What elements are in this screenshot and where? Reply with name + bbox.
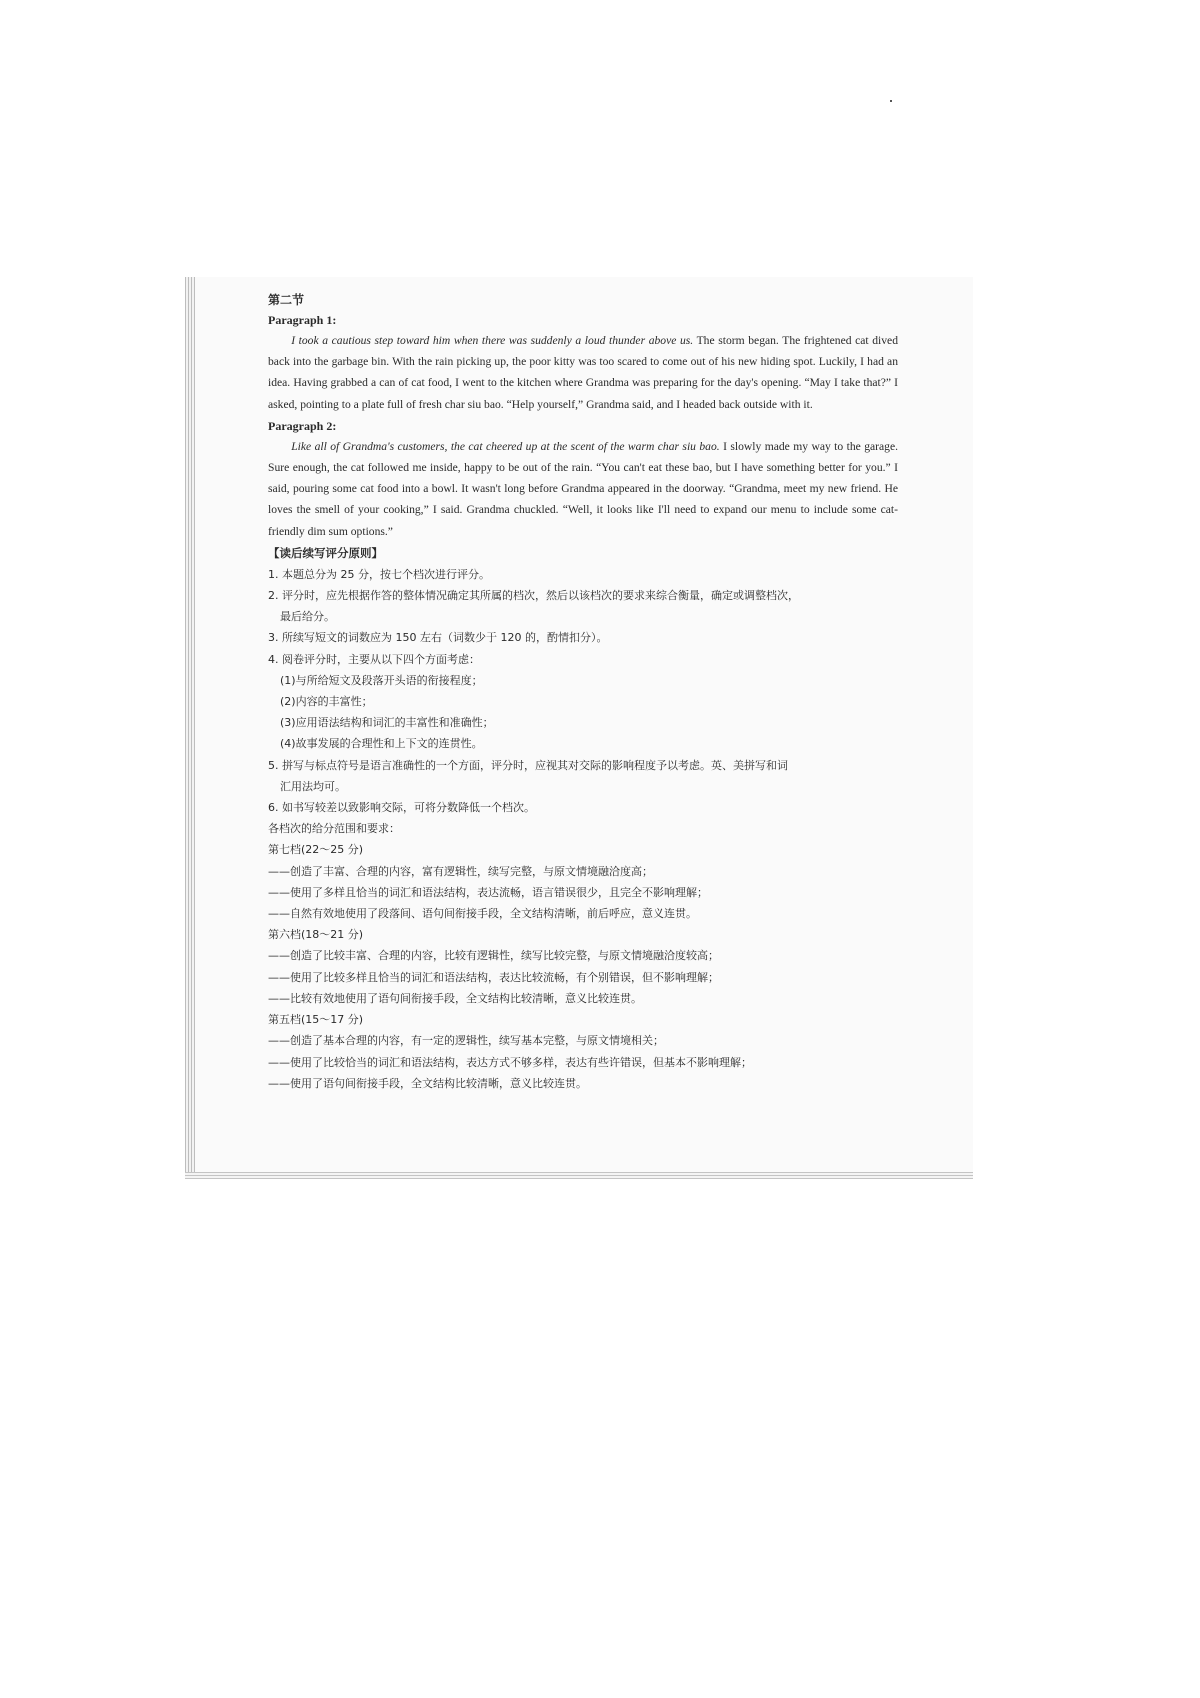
rule-item-continuation: 最后给分。 — [280, 610, 335, 624]
paragraph-2-body: I slowly made my way to the garage. Sure enough, the cat followed me inside, happy to be out of the rain. “You can't eat these bao, but I have something better for you.” I said, pouring some cat food into a bowl. It wasn't long before Grandma appeared in the doorway. “Grandma, meet my new friend. He loves the smell of your cooking,” I said. Grandma chuckled. “Well, it looks like I'll need to expand our menu to include some cat-friendly dim sum options.” — [268, 439, 898, 538]
paragraph-2 — [268, 436, 898, 542]
rule-item: 6. 如书写较差以致影响交际，可将分数降低一个档次。 — [268, 801, 535, 815]
level-point: ——使用了多样且恰当的词汇和语法结构，表达流畅，语言错误很少，且完全不影响理解； — [268, 885, 708, 899]
aspect-item: (3)应用语法结构和词汇的丰富性和准确性； — [280, 716, 494, 730]
level-point: ——使用了比较多样且恰当的词汇和语法结构，表达比较流畅，有个别错误，但不影响理解； — [268, 970, 719, 984]
paragraph-2-label: Paragraph 2: — [268, 418, 337, 433]
level-point: ——创造了比较丰富、合理的内容，比较有逻辑性，续写比较完整，与原文情境融洽度较高； — [268, 949, 719, 963]
aspect-item: (1)与所给短文及段落开头语的衔接程度； — [280, 673, 483, 687]
aspect-item: (2)内容的丰富性； — [280, 695, 373, 709]
rule-item: 4. 阅卷评分时，主要从以下四个方面考虑： — [268, 652, 480, 666]
paragraph-1 — [268, 330, 898, 415]
rule-item: 1. 本题总分为 25 分，按七个档次进行评分。 — [268, 567, 490, 581]
level-point: ——自然有效地使用了段落间、语句间衔接手段，全文结构清晰，前后呼应，意义连贯。 — [268, 907, 697, 921]
paragraph-2-lead: Like all of Grandma's customers, the cat cheered up at the scent of the warm char siu bao. — [291, 439, 720, 453]
paragraph-1-label: Paragraph 1: — [268, 313, 337, 327]
paragraph-1-body: The storm began. The frightened cat dived back into the garbage bin. With the rain picking up, the poor kitty was too scared to come out of his new hiding spot. Luckily, I had an idea. Having grabbed a can of cat food, I went to the kitchen where Grandma was preparing for the day's opening. “May I take that?” I asked, pointing to a plate full of fresh char siu bao. “Help yourself,” Grandma said, and I headed back outside with it. — [268, 334, 898, 411]
level-point: ——使用了比较恰当的词汇和语法结构，表达方式不够多样，表达有些许错误，但基本不影响理解； — [268, 1055, 752, 1069]
level-title: 第七档(22～25 分) — [268, 843, 364, 857]
aspect-item: (4)故事发展的合理性和上下文的连贯性。 — [280, 737, 483, 751]
scoring-rules-title: 【读后续写评分原则】 — [268, 545, 383, 560]
rule-item: 2. 评分时，应先根据作答的整体情况确定其所属的档次，然后以该档次的要求来综合衡量，确定或调整档次， — [268, 589, 799, 603]
levels-intro: 各档次的给分范围和要求： — [268, 822, 400, 836]
stray-dot — [890, 100, 892, 102]
level-point: ——比较有效地使用了语句间衔接手段，全文结构比较清晰，意义比较连贯。 — [268, 991, 642, 1005]
level-point: ——创造了基本合理的内容，有一定的逻辑性，续写基本完整，与原文情境相关； — [268, 1034, 664, 1048]
scan-edge-left — [185, 277, 195, 1179]
paragraph-1-lead: I took a cautious step toward him when there was suddenly a loud thunder above us. — [291, 334, 694, 347]
rule-item: 5. 拼写与标点符号是语言准确性的一个方面，评分时，应视其对交际的影响程度予以考虑。英、美拼写和词 — [268, 758, 788, 772]
rule-item: 3. 所续写短文的词数应为 150 左右（词数少于 120 的，酌情扣分）。 — [268, 631, 608, 645]
rule-item-continuation: 汇用法均可。 — [280, 779, 346, 793]
section-heading: 第二节 — [268, 293, 305, 307]
level-point: ——创造了丰富、合理的内容，富有逻辑性，续写完整，与原文情境融洽度高； — [268, 864, 653, 878]
level-title: 第六档(18～21 分) — [268, 928, 364, 942]
level-point: ——使用了语句间衔接手段，全文结构比较清晰，意义比较连贯。 — [268, 1076, 587, 1090]
level-title: 第五档(15～17 分) — [268, 1013, 364, 1027]
scan-edge-bottom — [185, 1172, 973, 1179]
document-content — [268, 291, 898, 1094]
